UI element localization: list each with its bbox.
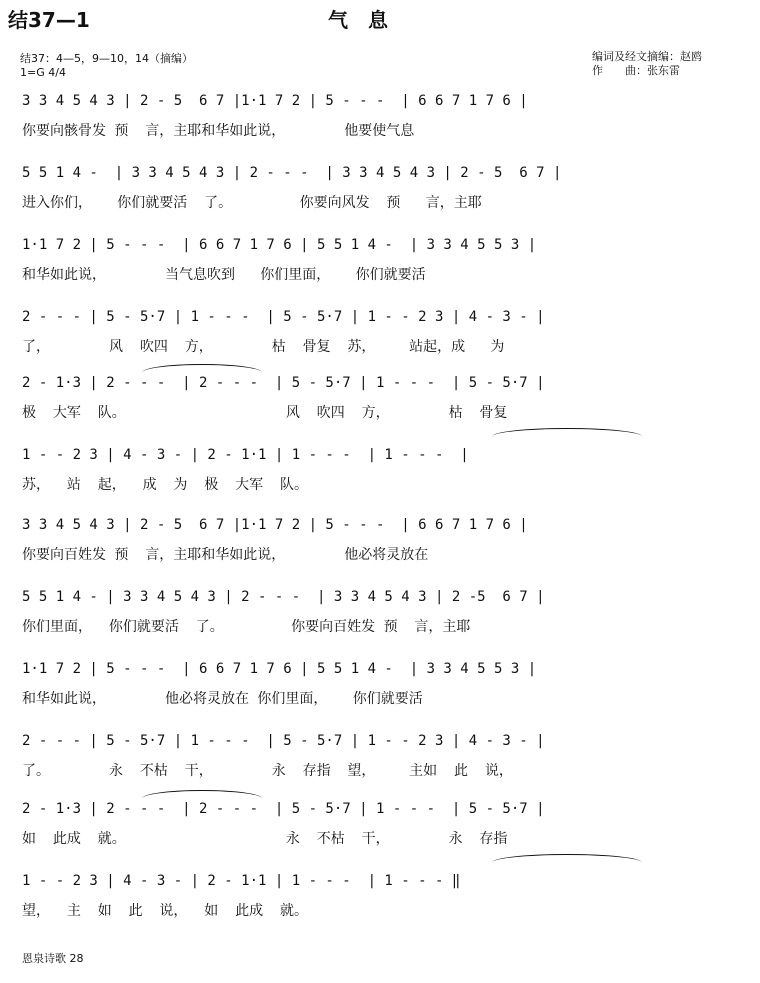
lyrics-row: 你们里面， 你们就要活 了。 你要向百姓发 预 言，主耶 (22, 619, 471, 635)
score-line-3 (22, 236, 738, 306)
hymn-number: 结37—1 (8, 8, 90, 32)
notes-row: 2 - 1·3 | 2 - - - | 2 - - - | 5 - 5·7 | 1 - - - | 5 - 5·7 | (22, 801, 545, 817)
score-line-10 (22, 732, 738, 802)
lyrics-row: 如 此成 就。 永 不枯 干， 永 存指 (22, 831, 508, 847)
notes-row: 3 3 4 5 4 3 | 2 - 5 6 7 |1·1 7 2 | 5 - - - | 6 6 7 1 7 6 | (22, 93, 528, 109)
lyrics-row: 了。 永 不枯 干， 永 存指 望， 主如 此 说， (22, 763, 513, 779)
lyrics-row: 进入你们， 你们就要活 了。 你要向风发 预 言，主耶 (22, 195, 482, 211)
lyrics-row: 你要向骸骨发 预 言，主耶和华如此说， 他要使气息 (22, 123, 415, 139)
notes-row: 2 - 1·3 | 2 - - - | 2 - - - | 5 - 5·7 | 1 - - - | 5 - 5·7 | (22, 375, 545, 391)
notes-row: 5 5 1 4 - | 3 3 4 5 4 3 | 2 - - - | 3 3 4 5 4 3 | 2 -5 6 7 | (22, 589, 545, 605)
notes-row: 2 - - - | 5 - 5·7 | 1 - - - | 5 - 5·7 | 1 - - 2 3 | 4 - 3 - | (22, 733, 545, 749)
lyrics-row: 你要向百姓发 预 言，主耶和华如此说， 他必将灵放在 (22, 547, 429, 563)
score-line-4 (22, 308, 738, 378)
composer-credit: 作 曲：张东雷 (592, 64, 680, 77)
notes-row: 1·1 7 2 | 5 - - - | 6 6 7 1 7 6 | 5 5 1 4 - | 3 3 4 5 5 3 | (22, 237, 537, 253)
score-line-9 (22, 660, 738, 730)
notes-row: 1·1 7 2 | 5 - - - | 6 6 7 1 7 6 | 5 5 1 4 - | 3 3 4 5 5 3 | (22, 661, 537, 677)
lyrics-row: 极 大军 队。 风 吹四 方， 枯 骨复 (22, 405, 508, 421)
lyrics-row: 了， 风 吹四 方， 枯 骨复 苏， 站起，成 为 (22, 339, 505, 355)
score-line-7 (22, 516, 738, 586)
key-signature: 1=G 4/4 (20, 66, 66, 79)
notes-row: 1 - - 2 3 | 4 - 3 - | 2 - 1·1 | 1 - - - | 1 - - - ‖ (22, 873, 461, 889)
meta-left (20, 52, 193, 80)
page-footer: 恩泉诗歌 28 (22, 952, 84, 965)
score-line-12 (22, 872, 738, 942)
score-line-6 (22, 446, 738, 516)
meta-right (592, 50, 702, 78)
score-line-1 (22, 92, 738, 162)
lyrics-row: 和华如此说， 当气息吹到 你们里面， 你们就要活 (22, 267, 426, 283)
song-title: 气 息 (328, 8, 388, 32)
lyrics-row: 苏， 站 起， 成 为 极 大军 队。 (22, 477, 309, 493)
source-reference: 结37：4—5，9—10，14（摘编） (20, 52, 193, 65)
tie-mark (492, 854, 642, 871)
lyrics-row: 和华如此说， 他必将灵放在 你们里面， 你们就要活 (22, 691, 423, 707)
notes-row: 5 5 1 4 - | 3 3 4 5 4 3 | 2 - - - | 3 3 4 5 4 3 | 2 - 5 6 7 | (22, 165, 562, 181)
lyrics-row: 望， 主 如 此 说， 如 此成 就。 (22, 903, 309, 919)
notes-row: 3 3 4 5 4 3 | 2 - 5 6 7 |1·1 7 2 | 5 - - - | 6 6 7 1 7 6 | (22, 517, 528, 533)
arranger-credit: 编词及经文摘编：赵鸥 (592, 50, 702, 63)
score-line-2 (22, 164, 738, 234)
tie-mark (492, 428, 642, 445)
notes-row: 1 - - 2 3 | 4 - 3 - | 2 - 1·1 | 1 - - - | 1 - - - | (22, 447, 469, 463)
score-line-8 (22, 588, 738, 658)
notes-row: 2 - - - | 5 - 5·7 | 1 - - - | 5 - 5·7 | 1 - - 2 3 | 4 - 3 - | (22, 309, 545, 325)
